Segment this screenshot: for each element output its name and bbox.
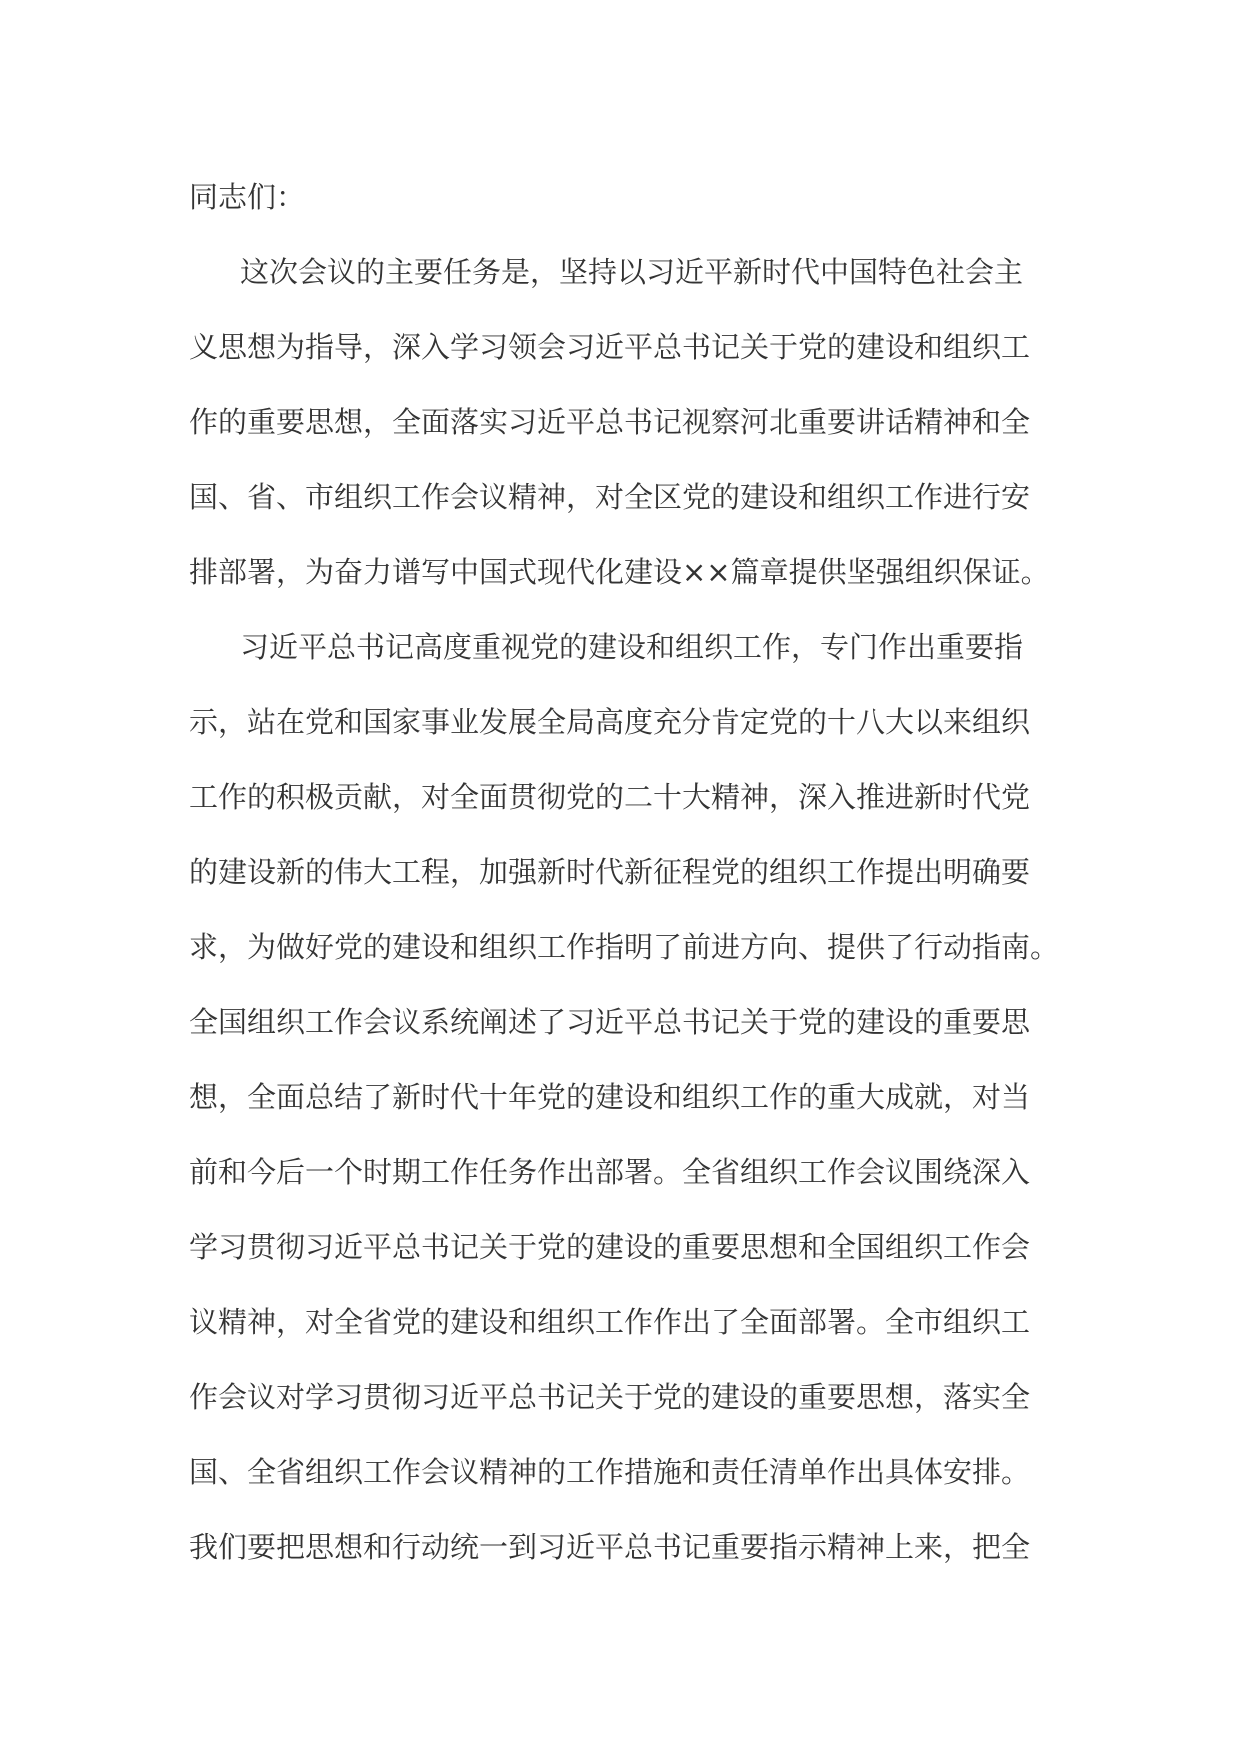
paragraph-line: 学习贯彻习近平总书记关于党的建设的重要思想和全国组织工作会 — [189, 1230, 1031, 1264]
paragraph-line: 工作的积极贡献，对全面贯彻党的二十大精神，深入推进新时代党 — [189, 780, 1031, 814]
paragraph-line: 作的重要思想，全面落实习近平总书记视察河北重要讲话精神和全 — [189, 405, 1031, 439]
salutation: 同志们： — [189, 180, 306, 214]
paragraph-line: 这次会议的主要任务是，坚持以习近平新时代中国特色社会主 — [240, 255, 1024, 289]
paragraph-1 — [189, 235, 1069, 610]
paragraph-2 — [189, 610, 1069, 1585]
paragraph-line: 义思想为指导，深入学习领会习近平总书记关于党的建设和组织工 — [189, 330, 1031, 364]
paragraph-line: 议精神，对全省党的建设和组织工作作出了全面部署。全市组织工 — [189, 1305, 1031, 1339]
paragraph-line: 求，为做好党的建设和组织工作指明了前进方向、提供了行动指南。 — [189, 930, 1060, 964]
paragraph-line: 的建设新的伟大工程，加强新时代新征程党的组织工作提出明确要 — [189, 855, 1031, 889]
paragraph-line: 作会议对学习贯彻习近平总书记关于党的建设的重要思想，落实全 — [189, 1380, 1031, 1414]
paragraph-line: 我们要把思想和行动统一到习近平总书记重要指示精神上来，把全 — [189, 1530, 1031, 1564]
paragraph-line: 想，全面总结了新时代十年党的建设和组织工作的重大成就，对当 — [189, 1080, 1031, 1114]
paragraph-line: 习近平总书记高度重视党的建设和组织工作，专门作出重要指 — [240, 630, 1024, 664]
paragraph-line: 国、省、市组织工作会议精神，对全区党的建设和组织工作进行安 — [189, 480, 1031, 514]
paragraph-line: 全国组织工作会议系统阐述了习近平总书记关于党的建设的重要思 — [189, 1005, 1031, 1039]
paragraph-line: 国、全省组织工作会议精神的工作措施和责任清单作出具体安排。 — [189, 1455, 1031, 1489]
paragraph-line: 示，站在党和国家事业发展全局高度充分肯定党的十八大以来组织 — [189, 705, 1031, 739]
paragraph-line: 前和今后一个时期工作任务作出部署。全省组织工作会议围绕深入 — [189, 1155, 1031, 1189]
paragraph-line: 排部署，为奋力谱写中国式现代化建设××篇章提供坚强组织保证。 — [189, 555, 1050, 589]
document-body — [189, 160, 1069, 1585]
